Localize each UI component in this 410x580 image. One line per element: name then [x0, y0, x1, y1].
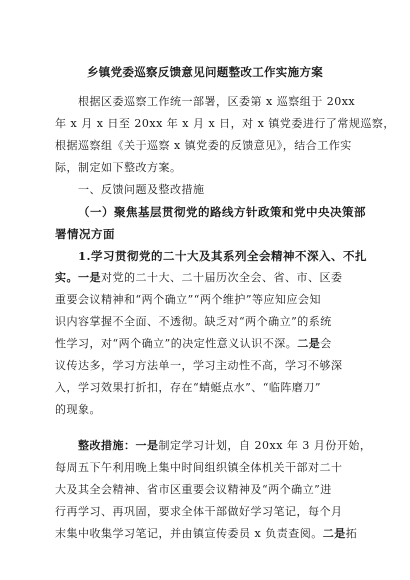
item-text: 性学习，对“两个确立”的决定性意义认识不深。 — [55, 337, 298, 350]
item-line: 议传达多，学习方法单一，学习主动性不高，学习不够深 — [55, 359, 343, 372]
item-lead-bold: 二是 — [297, 337, 321, 350]
item-line: 重要会议精神和“两个确立”“两个维护”等应知应会知 — [55, 293, 321, 306]
item-line: 入，学习效果打折扣，存在“蜻蜓点水”、“临阵磨刀” — [55, 381, 321, 394]
item-lead-bold: 实。一是 — [55, 271, 101, 284]
item-text: 对党的二十大、二十届历次全会、省、市、区委 — [101, 271, 343, 284]
measures-lead-bold: 二是 — [322, 527, 346, 540]
measures-text: 制定学习计划，自 20xx 年 3 月份开始， — [158, 439, 372, 452]
subsection-heading-line: （一）聚焦基层贯彻党的路线方针政策和党中央决策部 — [78, 205, 366, 219]
measures-lead-bold: 整改措施：一是 — [78, 439, 159, 452]
measures-text: 拓 — [345, 527, 358, 540]
item-heading-line: 1.学习贯彻党的二十大及其系列全会精神不深入、不扎 — [78, 249, 368, 263]
paragraph-line: 根据巡察组《关于巡察 x 镇党委的反馈意见》，结合工作实 — [55, 139, 352, 152]
section-heading: 一、反馈问题及整改措施 — [78, 183, 205, 196]
measures-text: 末集中收集学习笔记，并由镇宣传委员 x 负责查阅。 — [55, 527, 323, 540]
item-line: 识内容掌握不全面、不透彻。缺乏对“两个确立”的系统 — [55, 315, 332, 328]
item-line: 的现象。 — [55, 403, 101, 416]
measures-line: 大及其全会精神、省市区重要会议精神及“两个确立”进 — [55, 483, 332, 496]
item-line — [55, 336, 355, 352]
paragraph-line: 际，制定如下整改方案。 — [55, 161, 182, 174]
measures-line — [55, 526, 358, 542]
measures-line — [78, 438, 372, 454]
measures-line: 行再学习、再巩固，要求全体干部做好学习笔记，每个月 — [55, 505, 343, 518]
item-text: 会 — [320, 337, 332, 350]
paragraph-line: 根据区委巡察工作统一部署，区委第 x 巡察组于 20xx — [78, 95, 356, 108]
document-title: 乡镇党委巡察反馈意见问题整改工作实施方案 — [87, 65, 323, 79]
subsection-heading-line: 署情况方面 — [55, 227, 115, 241]
item-line — [55, 270, 355, 286]
paragraph-line: 年 x 月 x 日至 20xx 年 x 月 x 日，对 x 镇党委进行了常规巡察， — [55, 117, 395, 130]
measures-line: 每周五下午利用晚上集中时间组织镇全体机关干部对二十 — [55, 461, 343, 474]
